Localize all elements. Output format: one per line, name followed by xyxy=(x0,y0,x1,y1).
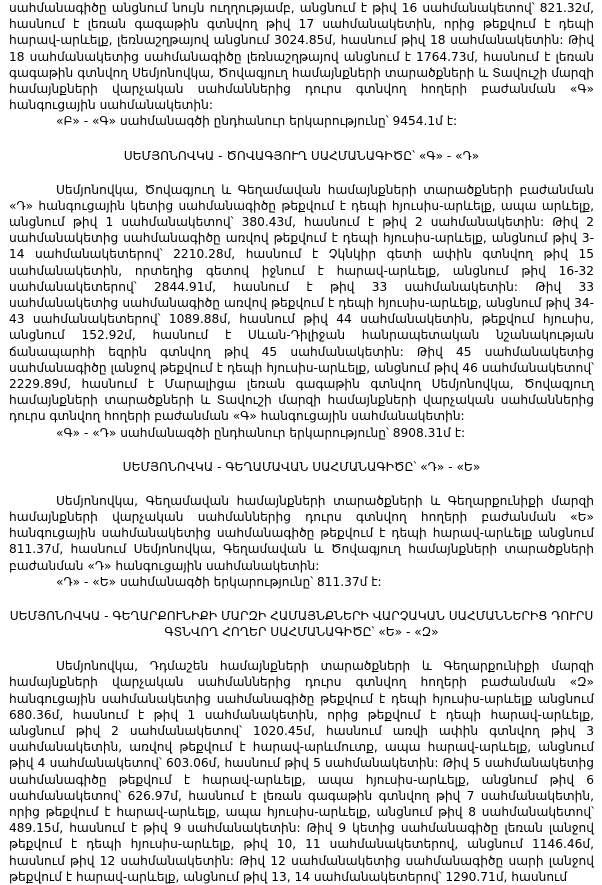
paragraph-g-d: Սեմյոնովկա, Ծովագյուղ և Գեղամավան համայնքների տարածքների բաժանման «Դ» հանգուցային կետից սահմանագիծը թեքվում է դեպի հյուսիս-արևելք, ապա արևելք, անցնում թիվ 1 սահմանակետով՝ 380.43մ, հասնում է թիվ 2 սահմանակետին: Թիվ 2 սահմանակետից սահմանագիծը առվով թեքվում է դեպի հյուսիս-արևելք, անցնում թիվ 3-14 սահմանակետերով՝ 2210.28մ, հասնում է Չկնկիր գետի ափին գտնվող թիվ 15 սահմանակետին, որտեղից գետով իջնում է հարավ-արևելք, անցնում թիվ 16-32 սահմանակետերով՝ 2844.91մ, հասնում է թիվ 33 սահմանակետին: Թիվ 33 սահմանակետից սահմանագիծը առվով թեքվում է դեպի հյուսիս-արևելք, անցնում թիվ 34-43 սահմանակետերով՝ 1089.88մ, հասնում թիվ 44 սահմանակետին, թեքվում հյուսիս, անցնում 152.92մ, հասնում է Սևան-Դիլիջան հանրապետական նշանակության ճանապարհի եզրին գտնվող թիվ 45 սահմանակետին: Թիվ 45 սահմանակետից սահմանագիծը լանջով թեքվում է դեպի հյուսիս-արևելք, անցնում թիվ 46 սահմանակետով՝ 2229.89մ, հասնում է Մարալիցա լեռան գագաթին գտնվող Սեմյոնովկա, Ծովագյուղ համայնքների տարածքների և Տավուշի մարզի համայնքների վարչական սահմաններից դուրս գտնվող հողերի բաժանման «Գ» հանգուցային սահմանակետին: xyxy=(9,182,594,424)
paragraph-e-z: Սեմյոնովկա, Դդմաշեն համայնքների տարածքների և Գեղարքունիքի մարզի համայնքների վարչական սահմաններից դուրս գտնվող հողերի բաժանման «Զ» հանգուցային սահմանակետից սահմանագիծը թեքվում է դեպի հյուսիս-արևելք անցնում 680.36մ, հասնում է թիվ 1 սահմանակետին, որից թեքվում է դեպի հարավ-արևելք, անցնում թիվ 2 սահմանակետով՝ 1020.45մ, հասնում առվի ափին գտնվող թիվ 3 սահմանակետին, առվով թեքվում է հարավ-արևմուտք, ապա հարավ-արևելք, անցնում թիվ 4 սահմանակետով՝ 603.06մ, հասնում թիվ 5 սահմանակետին: Թիվ 5 սահմանակետից սահմանագիծը թեքվում է հարավ-արևելք, ապա հյուսիս-արևելք, անցնում թիվ 6 սահմանակետով՝ 626.97մ, հասնում է լեռան գագաթին գտնվող թիվ 7 սահմանակետին, որից թեքվում է հարավ-արևելք, ապա հյուսիս-արևելք, անցնում թիվ 8 սահմանակետով՝ 489.15մ, հասնում է թիվ 9 սահմանակետին: Թիվ 9 կետից սահմանագիծը լեռան լանջով թեքվում է դեպի հյուսիս-արևելք, թիվ 10, 11 սահմանակետերով, անցնում 1146.46մ, հասնում թիվ 12 սահմանակետին: Թիվ 12 սահմանակետից սահմանագիծը սարի լանջով թեքվում է հարավ-արևելք, անցնում թիվ 13, 14 սահմանակետերով՝ 1290.71մ, հասնում xyxy=(9,659,594,884)
section-heading-e-z: ՍԵՄՅՈՆՈՎԿԱ - ԳԵՂԱՐՔՈՒՆԻՔԻ ՄԱՐԶԻ ՀԱՄԱՅՆՔՆԵՐԻ ՎԱՐՉԱԿԱՆ ՍԱՀՄԱՆՆԵՐԻՑ ԴՈՒՐՍ ԳՏՆՎՈՂ ՀՈՂԵՐ ՍԱՀՄԱՆԱԳԻԾԸ՝ «Ե» - «Զ» xyxy=(9,609,594,640)
section-heading-g-d: ՍԵՄՅՈՆՈՎԿԱ - ԾՈՎԱԳՅՈՒՂ ՍԱՀՄԱՆԱԳԻԾԸ՝ «Գ» - «Դ» xyxy=(123,148,480,163)
paragraph-b-g-continuation: սահմանագիծը անցնում նույն ուղղությամբ, անցնում է թիվ 16 սահմանակետով՝ 821.32մ, հասնում է լեռան գագաթին գտնվող թիվ 17 սահմանակետին, որից թեքվում է դեպի հարավ-արևելք, լեռնաշղթայով անցնում 3024.85մ, հասնում թիվ 18 սահմանակետին: Թիվ 18 սահմանակետից սահմանագիծը լեռնաշղթայով անցնում է 1764.73մ, հասնում է լեռան գագաթին գտնվող Սեմյոնովկա, Ծովագյուղ համայնքների տարածքների և Տավուշի մարզի համայնքների վարչական սահմաններից դուրս գտնվող հողերի բաժանման «Գ» հանգուցային սահմանակետին: xyxy=(9,1,594,113)
section-heading-d-e: ՍԵՄՅՈՆՈՎԿԱ - ԳԵՂԱՄԱՎԱՆ ՍԱՀՄԱՆԱԳԻԾԸ՝ «Դ» - «Ե» xyxy=(122,459,481,474)
total-length-g-d: «Գ» - «Դ» սահմանագծի ընդհանուր երկարությունը՝ 8908.31մ է: xyxy=(56,425,466,440)
total-length-d-e: «Դ» - «Ե» սահմանագծի երկարությունը՝ 811.37մ է: xyxy=(56,574,382,589)
total-length-b-g: «Բ» - «Գ» սահմանագծի ընդհանուր երկարությունը՝ 9454.1մ է: xyxy=(56,114,458,129)
paragraph-d-e: Սեմյոնովկա, Գեղամավան համայնքների տարածքների և Գեղարքունիքի մարզի համայնքների վարչական սահմաններից դուրս գտնվող հողերի բաժանման «Ե» հանգուցային սահմանակետից սահմանագիծը թեքվում է դեպի հարավ-արևելք անցնում 811.37մ, հասնում Սեմյոնովկա, Գեղամավան և Ծովագյուղ համայնքների տարածքների բաժանման «Դ» հանգուցային սահմանակետին: xyxy=(9,493,594,573)
